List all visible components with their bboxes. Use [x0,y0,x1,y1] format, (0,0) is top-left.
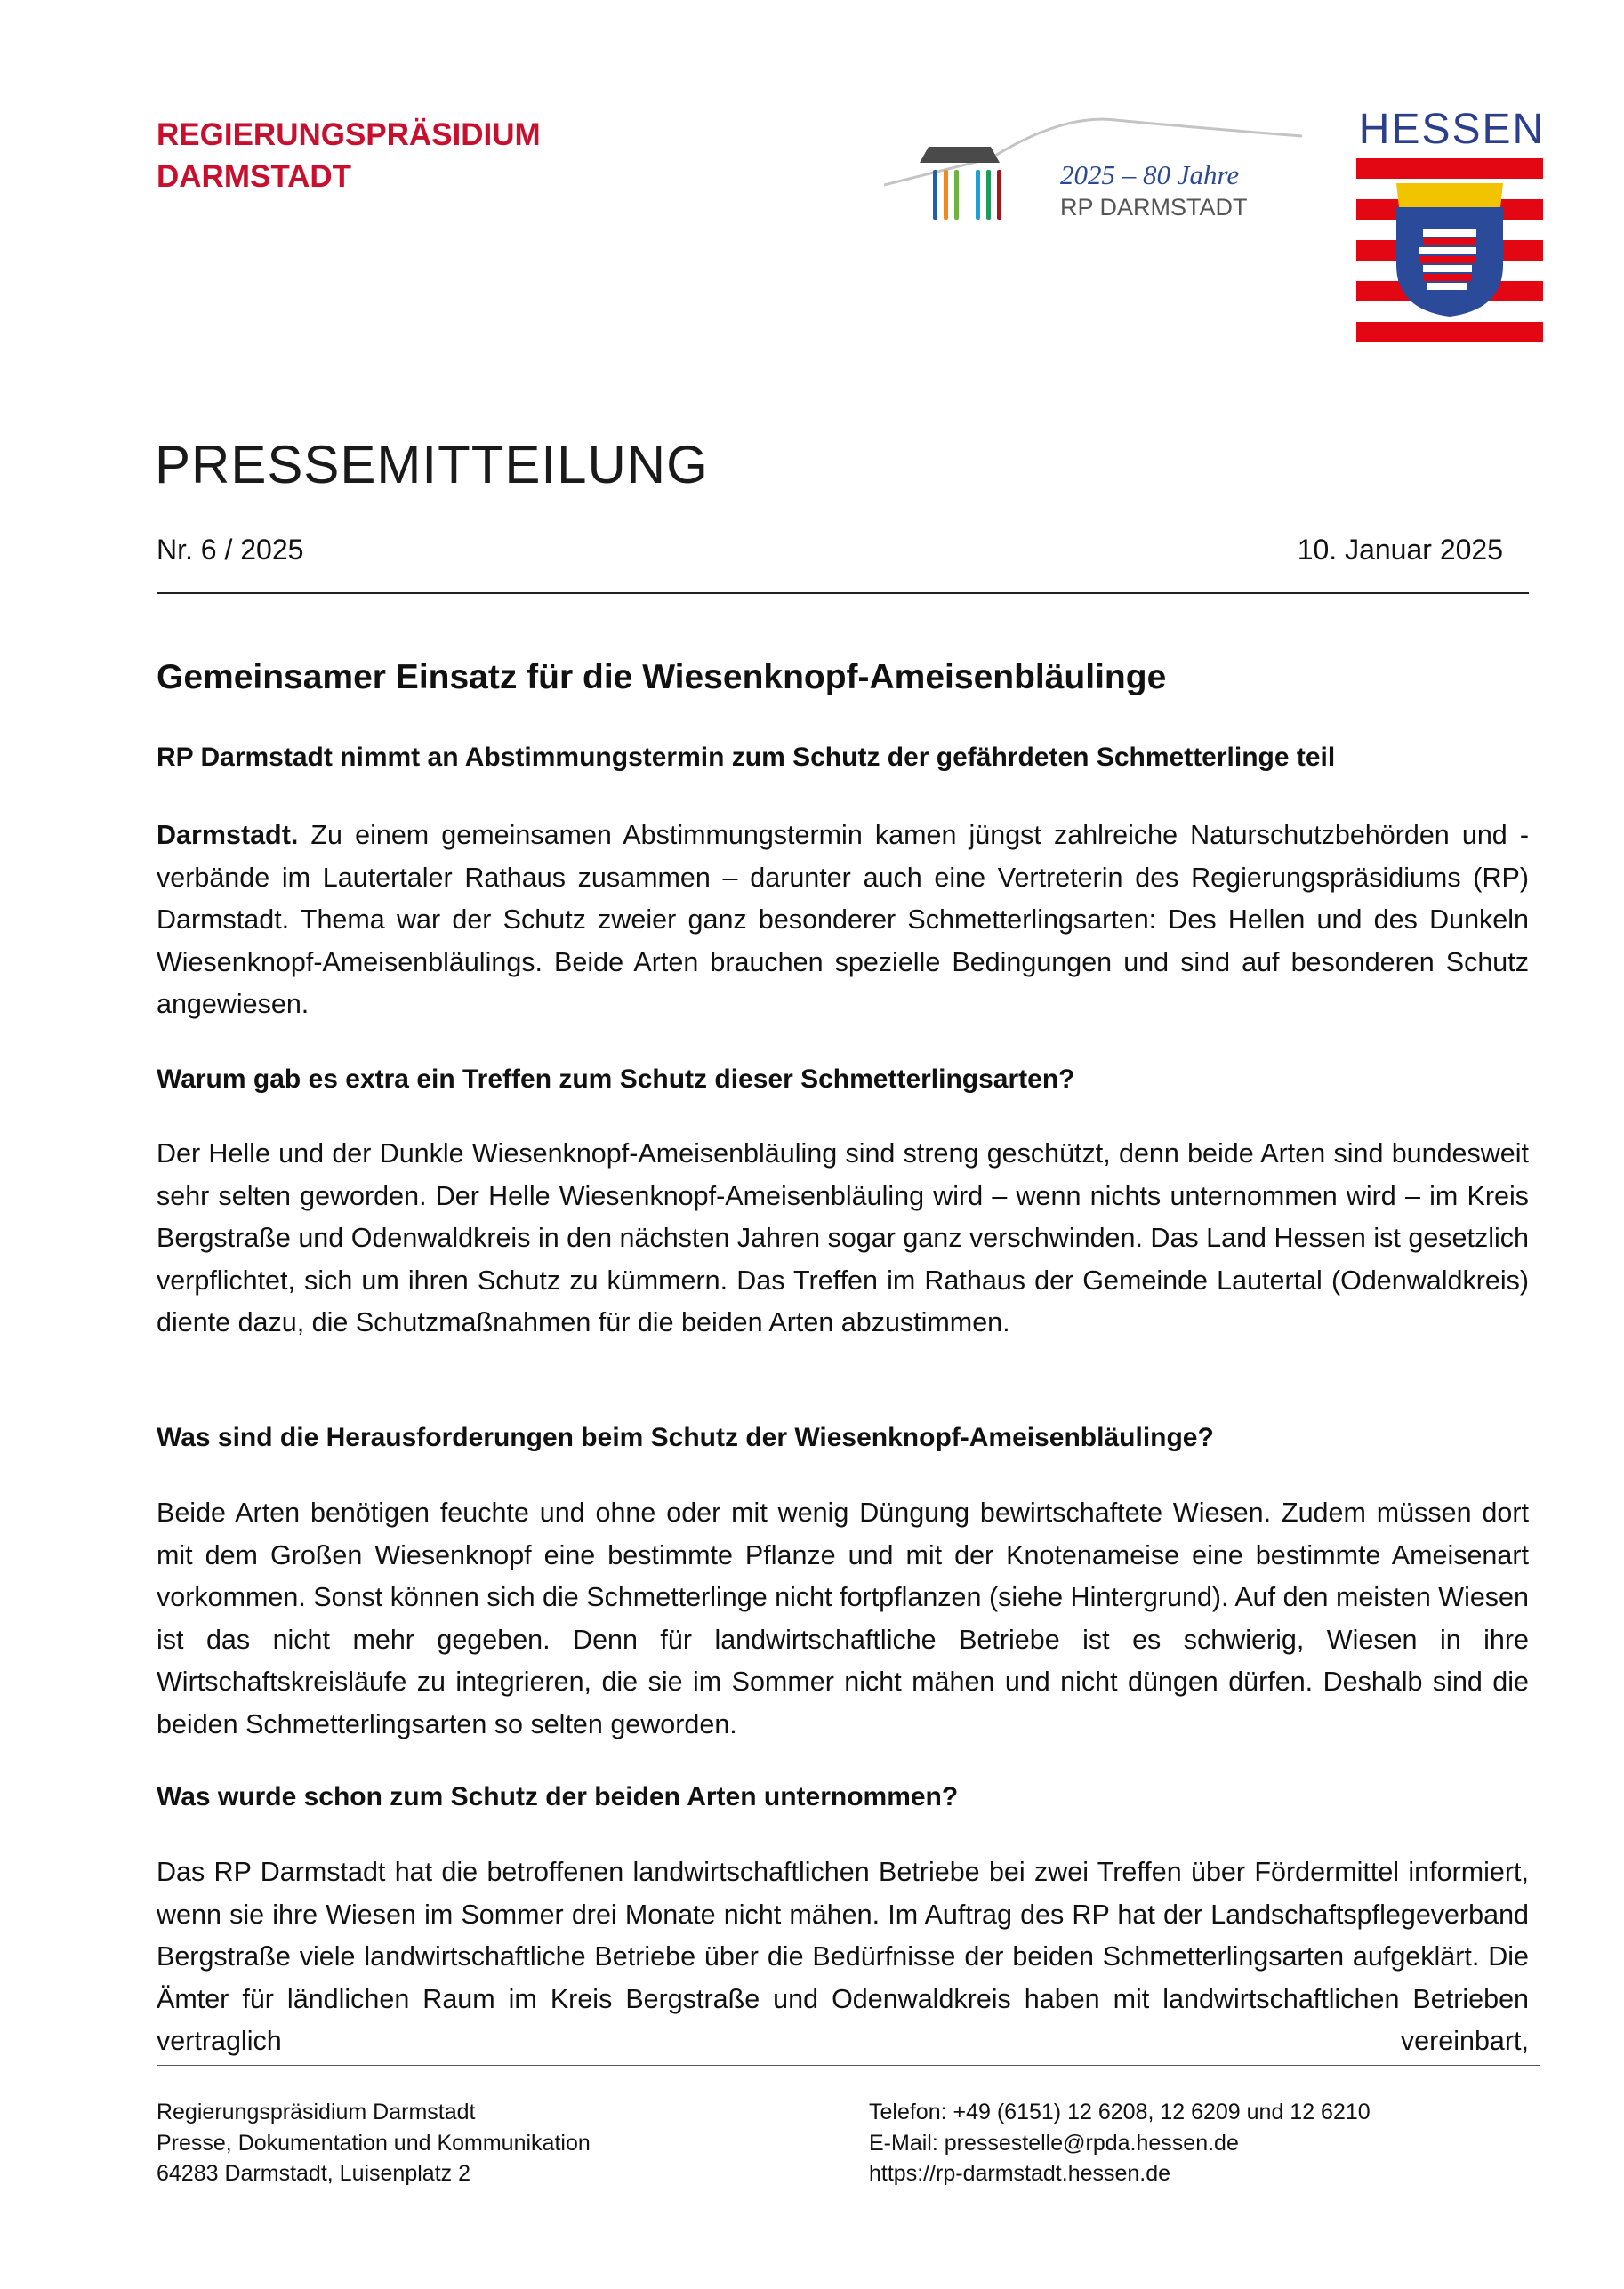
hessen-logo [1356,105,1548,352]
headline: Gemeinsamer Einsatz für die Wiesenknopf-Ameisenbläulinge [157,658,1167,696]
footer-email[interactable]: E-Mail: pressestelle@rpda.hessen.de [869,2130,1239,2156]
footer-street: 64283 Darmstadt, Luisenplatz 2 [157,2161,470,2186]
section-paragraph: Der Helle und der Dunkle Wiesenknopf-Ameisenbläuling sind streng geschützt, denn beide Arten sind bundesweit sehr selten geworden. Der Helle Wiesenknopf-Ameisenbläuling wird – wenn nichts unternommen wird – im Kreis Bergstraße und Odenwaldkreis in den nächsten Jahren sogar ganz verschwinden. Das Land Hessen ist gesetzlich verpflichtet, sich um ihren Schutz zu kümmern. Das Treffen im Rathaus der Gemeinde Lautertal (Odenwaldkreis) diente dazu, die Schutzmaßnahmen für die beiden Arten abzustimmen. [157,1138,1529,1338]
org-line-2: DARMSTADT [157,159,352,194]
subheadline: RP Darmstadt nimmt an Abstimmungstermin zum Schutz der gefährdeten Schmetterlinge teil [157,743,1336,772]
section-heading: Was wurde schon zum Schutz der beiden Arten unternommen? [157,1782,959,1811]
section-paragraph: Das RP Darmstadt hat die betroffenen landwirtschaftlichen Betriebe bei zwei Treffen über Fördermittel informiert, wenn sie ihre Wiesen im Sommer drei Monate nicht mähen. Im Auftrag des RP hat der Landschaftspflegeverband Bergstraße viele landwirtschaftliche Betriebe über die Bedürfnisse der beiden Schmetterlingsarten aufgeklärt. Die Ämter für ländlichen Raum im Kreis Bergstraße und Odenwaldkreis haben mit landwirtschaftlichen Betrieben vertraglich vereinbart, [157,1857,1529,2057]
footer-phone: Telefon: +49 (6151) 12 6208, 12 6209 und 12 6210 [869,2100,1371,2124]
org-line-1: REGIERUNGSPRÄSIDIUM [157,117,541,152]
anniversary-logo-year: 2025 – 80 Jahre [1060,159,1240,190]
hessen-coat-of-arms-icon [1356,158,1548,354]
organization-name [157,114,541,197]
footer-website-link[interactable]: https://rp-darmstadt.hessen.de [869,2161,1171,2186]
footer-contact [869,2097,1371,2189]
intro-paragraph [157,815,1529,1026]
footer-address [157,2097,591,2189]
anniversary-logo [884,109,1302,229]
section-heading: Was sind die Herausforderungen beim Schutz der Wiesenknopf-Ameisenbläulinge? [157,1423,1214,1452]
section-paragraph: Beide Arten benötigen feuchte und ohne oder mit wenig Düngung bewirtschaftete Wiesen. Zudem müssen dort mit dem Großen Wiesenknopf eine bestimmte Pflanze und mit der Knotenameise eine bestimmte Ameisenart vorkommen. Sonst können sich die Schmetterlinge nicht fortpflanzen (siehe Hintergrund). Auf den meisten Wiesen ist das nicht mehr gegeben. Denn für landwirtschaftliche Betriebe ist es schwierig, Wiesen in ihre Wirtschaftskreisläufe zu integrieren, die sie im Sommer nicht mähen und nicht düngen dürfen. Deshalb sind die beiden Schmetterlingsarten so selten geworden. [157,1498,1529,1739]
section-heading: Warum gab es extra ein Treffen zum Schutz dieser Schmetterlingsarten? [157,1064,1075,1094]
anniversary-logo-name: RP DARMSTADT [1060,194,1248,221]
press-release-number: Nr. 6 / 2025 [157,534,304,566]
intro-text: Zu einem gemeinsamen Abstimmungstermin kamen jüngst zahlreiche Naturschutzbehörden und -verbände im Lautertaler Rathaus zusammen – darunter auch eine Vertreterin des Regierungspräsidiums (RP) Darmstadt. Thema war der Schutz zweier ganz besonderer Schmetterlingsarten: Des Hellen und des Dunkeln Wiesenknopf-Ameisenbläulings. Beide Arten brauchen spezielle Bedingungen und sind auf besonderen Schutz angewiesen. [157,820,1529,1020]
hessen-wordmark: HESSEN [1358,106,1546,153]
dateline-place: Darmstadt. [157,820,299,850]
header-divider [157,592,1529,594]
document-type-title: PRESSEMITTEILUNG [155,435,709,494]
footer-divider [157,2065,1540,2066]
footer-department: Presse, Dokumentation und Kommunikation [157,2130,591,2156]
press-release-date: 10. Januar 2025 [1297,534,1503,566]
footer-org: Regierungspräsidium Darmstadt [157,2100,476,2124]
